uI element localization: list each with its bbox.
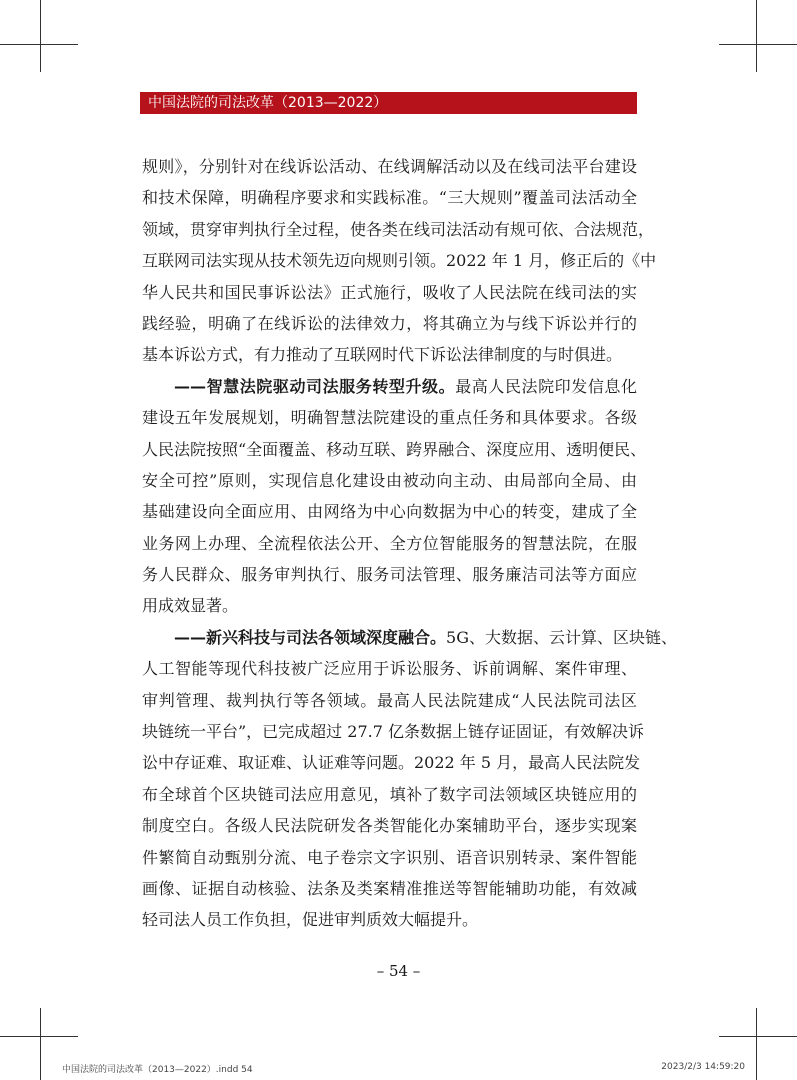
text-line: 业务网上办理、全流程依法公开、全方位智能服务的智慧法院，在服 bbox=[142, 533, 637, 553]
text-line: 互联网司法实现从技术领先迈向规则引领。2022 年 1 月，修正后的《中 bbox=[142, 251, 657, 271]
body-text bbox=[142, 151, 677, 936]
print-slug-timestamp: 2023/2/3 14:59:20 bbox=[661, 1062, 745, 1072]
text-line: 践经验，明确了在线诉讼的法律效力，将其确立为与线下诉讼并行的 bbox=[142, 313, 637, 333]
crop-mark-tl-h bbox=[0, 44, 78, 45]
text-line: 务人民群众、服务审判执行、服务司法管理、服务廉洁司法等方面应 bbox=[142, 565, 637, 585]
text-line: 基本诉讼方式，有力推动了互联网时代下诉讼法律制度的与时俱进。 bbox=[142, 345, 623, 365]
text-line: 讼中存证难、取证难、认证难等问题。2022 年 5 月，最高人民法院发 bbox=[142, 753, 641, 773]
text-line: 领域，贯穿审判执行全过程，使各类在线司法活动有规可依、合法规范， bbox=[142, 219, 655, 239]
paragraph-online-rules bbox=[142, 151, 657, 371]
running-header: 中国法院的司法改革（2013—2022） bbox=[140, 92, 637, 114]
text-line: 和技术保障，明确程序要求和实践标准。“三大规则”覆盖司法活动全 bbox=[142, 188, 637, 208]
page-number: – 54 – bbox=[376, 962, 421, 980]
crop-mark-tl-v bbox=[40, 0, 41, 72]
text-line: 制度空白。各级人民法院研发各类智能化办案辅助平台，逐步实现案 bbox=[142, 816, 637, 836]
text-line: 块链统一平台”，已完成超过 27.7 亿条数据上链存证固证，有效解决诉 bbox=[142, 722, 644, 742]
crop-mark-br-v bbox=[756, 1008, 757, 1080]
text-line: 基础建设向全面应用、由网络为中心向数据为中心的转变，建成了全 bbox=[142, 502, 637, 522]
text-line: 画像、证据自动核验、法条及类案精准推送等智能辅助功能，有效减 bbox=[142, 878, 637, 898]
paragraph-smart-court bbox=[142, 371, 647, 622]
text-line: 华人民共和国民事诉讼法》正式施行，吸收了人民法院在线司法的实 bbox=[142, 282, 637, 302]
text-line: 件繁简自动甄别分流、电子卷宗文字识别、语音识别转录、案件智能 bbox=[142, 847, 637, 867]
text-line-first bbox=[142, 622, 677, 653]
crop-mark-tr-v bbox=[756, 0, 757, 72]
text-line: 规则》，分别针对在线诉讼活动、在线调解活动以及在线司法平台建设 bbox=[142, 157, 637, 176]
text-line: 人民法院按照“全面覆盖、移动互联、跨界融合、深度应用、透明便民、 bbox=[142, 439, 647, 459]
text-line: 审判管理、裁判执行等各领域。最高人民法院建成“人民法院司法区 bbox=[142, 690, 637, 710]
text-line: 安全可控”原则，实现信息化建设由被动向主动、由局部向全局、由 bbox=[142, 470, 637, 490]
text-line: 用成效显著。 bbox=[142, 596, 239, 616]
print-slug-file: 中国法院的司法改革（2013—2022）.indd 54 bbox=[62, 1065, 253, 1075]
text-line: 建设五年发展规划，明确智慧法院建设的重点任务和具体要求。各级 bbox=[142, 408, 637, 428]
text-line-first bbox=[142, 371, 637, 402]
paragraph-lead: ——智慧法院驱动司法服务转型升级。 bbox=[174, 376, 456, 396]
paragraph-first-rest: 最高人民法院印发信息化 bbox=[455, 376, 637, 396]
paragraph-emerging-tech bbox=[142, 622, 677, 936]
text-line: 人工智能等现代科技被广泛应用于诉讼服务、诉前调解、案件审理、 bbox=[142, 659, 637, 679]
paragraph-lead: ——新兴科技与司法各领域深度融合。 bbox=[174, 627, 447, 647]
text-line: 轻司法人员工作负担，促进审判质效大幅提升。 bbox=[142, 910, 479, 930]
paragraph-first-rest: 5G、大数据、云计算、区块链、 bbox=[446, 627, 677, 647]
crop-mark-br-h bbox=[719, 1036, 797, 1037]
text-line: 布全球首个区块链司法应用意见，填补了数字司法领域区块链应用的 bbox=[142, 784, 637, 804]
crop-mark-tr-h bbox=[719, 44, 797, 45]
crop-mark-bl-v bbox=[40, 1008, 41, 1080]
crop-mark-bl-h bbox=[0, 1036, 78, 1037]
